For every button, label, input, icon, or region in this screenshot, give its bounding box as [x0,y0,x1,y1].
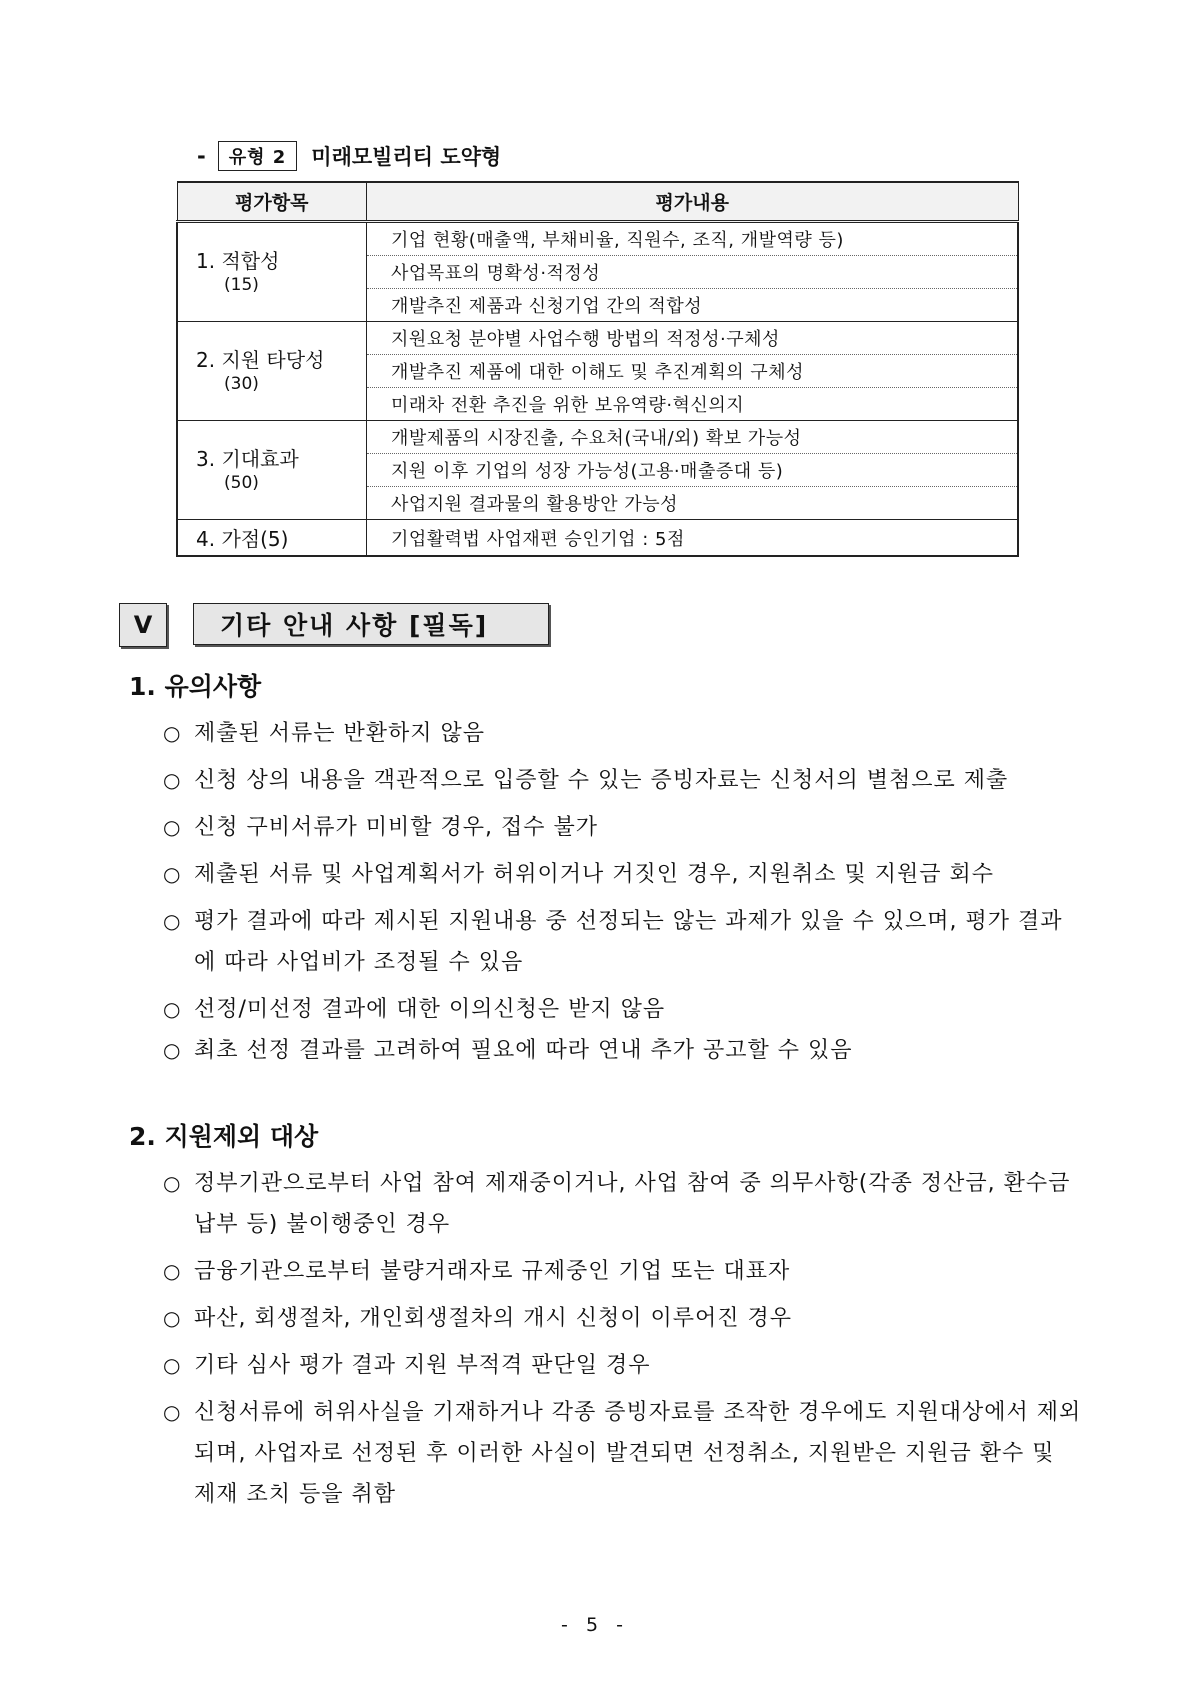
group-cell [177,421,367,520]
circle-bullet-icon: ○ [163,1306,182,1330]
content-cell: 개발제품의 시장진출, 수요처(국내/외) 확보 가능성 [367,421,1019,454]
list-item [163,901,1083,983]
circle-bullet-icon: ○ [163,862,182,886]
list-item-text: 파산, 회생절차, 개인회생절차의 개시 신청이 이루어진 경우 [194,1306,792,1331]
list-item [163,713,1083,754]
table-row [177,421,1018,454]
circle-bullet-icon: ○ [163,997,182,1021]
type-heading [197,141,501,171]
content-cell: 기업활력법 사업재편 승인기업 : 5점 [367,520,1019,557]
group-name: 2. 지원 타당성 [196,348,325,372]
group-name: 3. 기대효과 [196,447,299,471]
circle-bullet-icon: ○ [163,1171,182,1195]
circle-bullet-icon: ○ [163,768,182,792]
group-points: (50) [224,473,259,493]
list-item-text: 평가 결과에 따라 제시된 지원내용 중 선정되는 않는 과제가 있을 수 있으며, 평가 결과에 따라 사업비가 조정될 수 있음 [194,909,1063,975]
type-title: 미래모빌리티 도약형 [311,145,502,169]
section-title-box: 기타 안내 사항 [필독] [193,603,549,645]
section-number-box: V [119,603,167,647]
list-item [163,760,1083,801]
group-cell [177,520,367,557]
table-row [177,520,1018,557]
circle-bullet-icon: ○ [163,1259,182,1283]
content-cell: 사업목표의 명확성·적정성 [367,256,1019,289]
exclusions-list [163,1163,1083,1515]
list-item [163,1345,1083,1386]
list-item-text: 기타 심사 평가 결과 지원 부적격 판단일 경우 [194,1353,651,1378]
content-cell: 기업 현황(매출액, 부채비율, 직원수, 조직, 개발역량 등) [367,222,1019,256]
cautions-list [163,713,1083,1071]
list-item-text: 선정/미선정 결과에 대한 이의신청은 받지 않음 [194,997,666,1022]
group-points: (30) [224,374,259,394]
list-item-text: 신청 상의 내용을 객관적으로 입증할 수 있는 증빙자료는 신청서의 별첨으로 제출 [194,768,1009,793]
group-name: 4. 가점(5) [196,527,289,551]
circle-bullet-icon: ○ [163,721,182,745]
list-item [163,807,1083,848]
content-cell: 사업지원 결과물의 활용방안 가능성 [367,487,1019,520]
group-cell [177,322,367,421]
header-eval-content: 평가내용 [367,182,1019,222]
list-item-text: 최초 선정 결과를 고려하여 필요에 따라 연내 추가 공고할 수 있음 [194,1038,853,1063]
evaluation-table [176,181,1019,557]
content-cell: 지원요청 분야별 사업수행 방법의 적정성·구체성 [367,322,1019,355]
group-cell [177,222,367,322]
list-item [163,1030,1083,1071]
header-eval-item: 평가항목 [177,182,367,222]
cautions-heading: 1. 유의사항 [129,672,262,701]
table-row [177,222,1018,256]
content-cell: 개발추진 제품에 대한 이해도 및 추진계획의 구체성 [367,355,1019,388]
content-cell: 지원 이후 기업의 성장 가능성(고용·매출증대 등) [367,454,1019,487]
content-cell: 개발추진 제품과 신청기업 간의 적합성 [367,289,1019,322]
page-number: - 5 - [561,1614,629,1636]
content-cell: 미래차 전환 추진을 위한 보유역량·혁신의지 [367,388,1019,421]
group-name: 1. 적합성 [196,249,280,273]
exclusions-heading: 2. 지원제외 대상 [129,1122,319,1151]
type-label-box: 유형 2 [218,141,298,171]
list-item [163,1163,1083,1245]
table-header-row [177,182,1018,222]
list-item [163,1298,1083,1339]
list-item-text: 제출된 서류는 반환하지 않음 [194,721,486,746]
list-item [163,854,1083,895]
circle-bullet-icon: ○ [163,1400,182,1424]
circle-bullet-icon: ○ [163,1353,182,1377]
list-item [163,1392,1083,1515]
list-item-text: 금융기관으로부터 불량거래자로 규제중인 기업 또는 대표자 [194,1259,791,1284]
circle-bullet-icon: ○ [163,909,182,933]
group-points: (15) [224,275,259,295]
table-row [177,322,1018,355]
circle-bullet-icon: ○ [163,815,182,839]
circle-bullet-icon: ○ [163,1038,182,1062]
list-item [163,1251,1083,1292]
list-item [163,989,1083,1030]
heading-dash: - [197,144,206,168]
list-item-text: 신청 구비서류가 미비할 경우, 접수 불가 [194,815,598,840]
list-item-text: 신청서류에 허위사실을 기재하거나 각종 증빙자료를 조작한 경우에도 지원대상에서 제외되며, 사업자로 선정된 후 이러한 사실이 발견되면 선정취소, 지원받은 지원금 환수 및 제재 조치 등을 취함 [194,1400,1082,1507]
list-item-text: 제출된 서류 및 사업계획서가 허위이거나 거짓인 경우, 지원취소 및 지원금 회수 [194,862,994,887]
list-item-text: 정부기관으로부터 사업 참여 제재중이거나, 사업 참여 중 의무사항(각종 정산금, 환수금 납부 등) 불이행중인 경우 [194,1171,1071,1237]
